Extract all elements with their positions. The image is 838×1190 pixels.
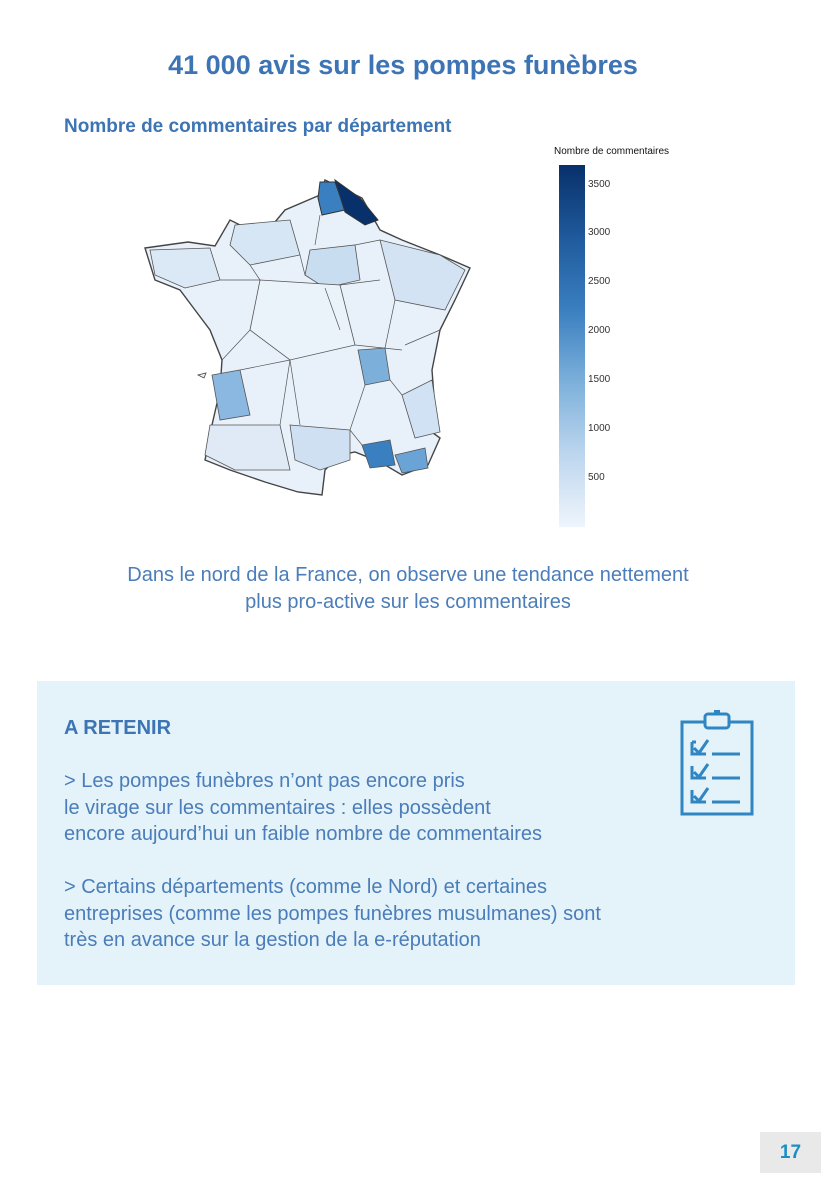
map-svg (140, 170, 480, 505)
retain-p1-line-2: le virage sur les commentaires : elles possèdent (64, 796, 491, 819)
retain-paragraph-2 (64, 874, 764, 954)
colorbar-tick-3000: 3000 (588, 227, 611, 239)
insight-line-1: Dans le nord de la France, on observe une tendance nettement (127, 564, 689, 586)
retain-paragraph-1 (64, 768, 704, 848)
chart-subtitle: Nombre de commentaires par département (64, 116, 452, 137)
clipboard-checklist-icon (678, 710, 756, 818)
retain-p2-line-2: entreprises (comme les pompes funèbres musulmanes) sont (64, 902, 601, 925)
retain-p1-line-3: encore aujourd’hui un faible nombre de commentaires (64, 823, 543, 845)
retain-p2-line-3: très en avance sur la gestion de la e-réputation (64, 929, 481, 951)
retain-heading: A RETENIR (64, 717, 172, 739)
insight-text (40, 562, 776, 616)
page-number: 17 (760, 1132, 821, 1173)
colorbar-tick-1000: 1000 (588, 423, 611, 435)
retain-p1-line-1: > Les pompes funèbres n’ont pas encore pris (64, 770, 465, 792)
colorbar-tick-500: 500 (588, 472, 605, 484)
page-title: 41 000 avis sur les pompes funèbres (168, 50, 638, 80)
colorbar-tick-2000: 2000 (588, 325, 611, 337)
colorbar-tick-3500: 3500 (588, 178, 611, 190)
island-re (198, 373, 206, 378)
colorbar (559, 165, 585, 527)
colorbar-tick-1500: 1500 (588, 374, 611, 386)
region-bouches-du-rhone (362, 440, 395, 468)
colorbar-title: Nombre de commentaires (554, 146, 670, 157)
france-department-map (140, 170, 480, 505)
insight-line-2: plus pro-active sur les commentaires (245, 591, 571, 613)
retain-p2-line-1: > Certains départements (comme le Nord) et certaines (64, 876, 547, 898)
colorbar-tick-2500: 2500 (588, 276, 611, 288)
